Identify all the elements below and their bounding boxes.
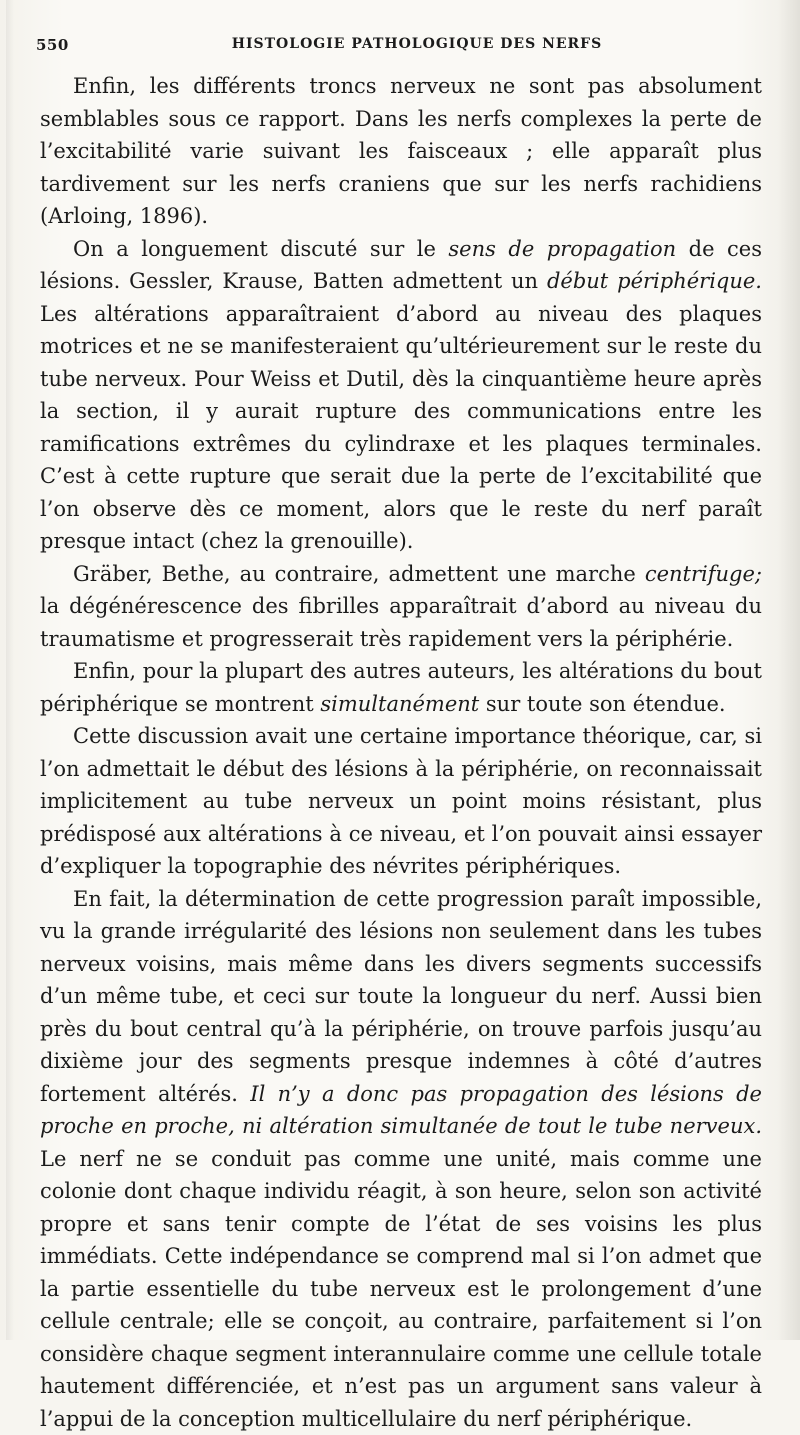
text-segment: Le nerf ne se conduit pas comme une unité, mais comme une colonie dont chaque individu réagit, à son heure, selon son activité propre et sans tenir compte de l’état de ses voisins les plus immédiats. Cette indépendance se comprend mal si l’on admet que la partie essentielle du tube nerveux est le prolongement d’une cellule centrale; elle se conçoit, au contraire, parfaitement si l’on considère chaque segment interannulaire comme une cellule totale hautement différenciée, et n’est pas un argument sans valeur à l’appui de la conception multicellulaire du nerf périphérique. <box>40 1147 762 1431</box>
italic-segment: sens de propagation <box>448 237 676 261</box>
italic-segment: Il n’y a donc pas propagation des lésions de proche en proche, ni altération simultanée de tout le tube nerveux. <box>40 1082 762 1139</box>
text-segment: Enfin, pour la plupart des autres auteurs, les altérations du bout périphérique se montrent <box>40 659 762 716</box>
text-segment: En fait, la détermination de cette progression paraît impossible, vu la grande irrégularité des lésions non seulement dans les tubes nerveux voisins, mais même dans les divers segments successifs d’un même tube, et ceci sur toute la longueur du nerf. Aussi bien près du bout central qu’à la périphérie, on trouve parfois jusqu’au dixième jour des segments presque indemnes à côté d’autres fortement altérés. <box>40 887 762 1106</box>
paragraph-4 <box>40 655 762 720</box>
paragraph-3 <box>40 558 762 656</box>
text-segment: Enfin, les différents troncs nerveux ne sont pas absolument semblables sous ce rapport. Dans les nerfs complexes la perte de l’excitabilité varie suivant les faisceaux ; elle apparaît plus tardivement sur les nerfs craniens que sur les nerfs rachidiens (Arloing, 1896). <box>40 74 762 228</box>
text-segment: sur toute son étendue. <box>479 692 725 716</box>
paragraph-6 <box>40 883 762 1435</box>
paragraph-5 <box>40 720 762 883</box>
text-segment: On a longuement discuté sur le <box>73 237 448 261</box>
italic-segment: simultanément <box>320 692 479 716</box>
italic-segment: centrifuge; <box>645 562 762 586</box>
paragraph-2 <box>40 233 762 558</box>
page-number: 550 <box>36 36 69 54</box>
page-header <box>36 36 758 60</box>
scan-edge-shadow-right <box>778 0 800 1340</box>
scan-edge-shadow-left <box>6 0 14 1340</box>
text-segment: Cette discussion avait une certaine importance théorique, car, si l’on admettait le début des lésions à la périphérie, on reconnaissait implicitement au tube nerveux un point moins résistant, plus prédisposé aux altérations à ce niveau, et l’on pouvait ainsi essayer d’expliquer la topographie des névrites périphériques. <box>40 724 762 878</box>
running-title: HISTOLOGIE PATHOLOGIQUE DES NERFS <box>36 36 758 52</box>
text-segment: Les altérations apparaîtraient d’abord au niveau des plaques motrices et ne se manifesteraient qu’ultérieurement sur le reste du tube nerveux. Pour Weiss et Dutil, dès la cinquantième heure après la section, il y aurait rupture des communications entre les ramifications extrêmes du cylindraxe et les plaques terminales. C’est à cette rupture que serait due la perte de l’excitabilité que l’on observe dès ce moment, alors que le reste du nerf paraît presque intact (chez la grenouille). <box>40 302 762 554</box>
paragraph-1 <box>40 70 762 233</box>
body-text <box>40 70 762 1435</box>
italic-segment: début périphérique. <box>547 269 762 293</box>
text-segment: la dégénérescence des fibrilles apparaîtrait d’abord au niveau du traumatisme et progresserait très rapidement vers la périphérie. <box>40 594 762 651</box>
text-segment: Gräber, Bethe, au contraire, admettent une marche <box>73 562 645 586</box>
text-segment: de ces lésions. Gessler, Krause, Batten admettent un <box>40 237 762 294</box>
